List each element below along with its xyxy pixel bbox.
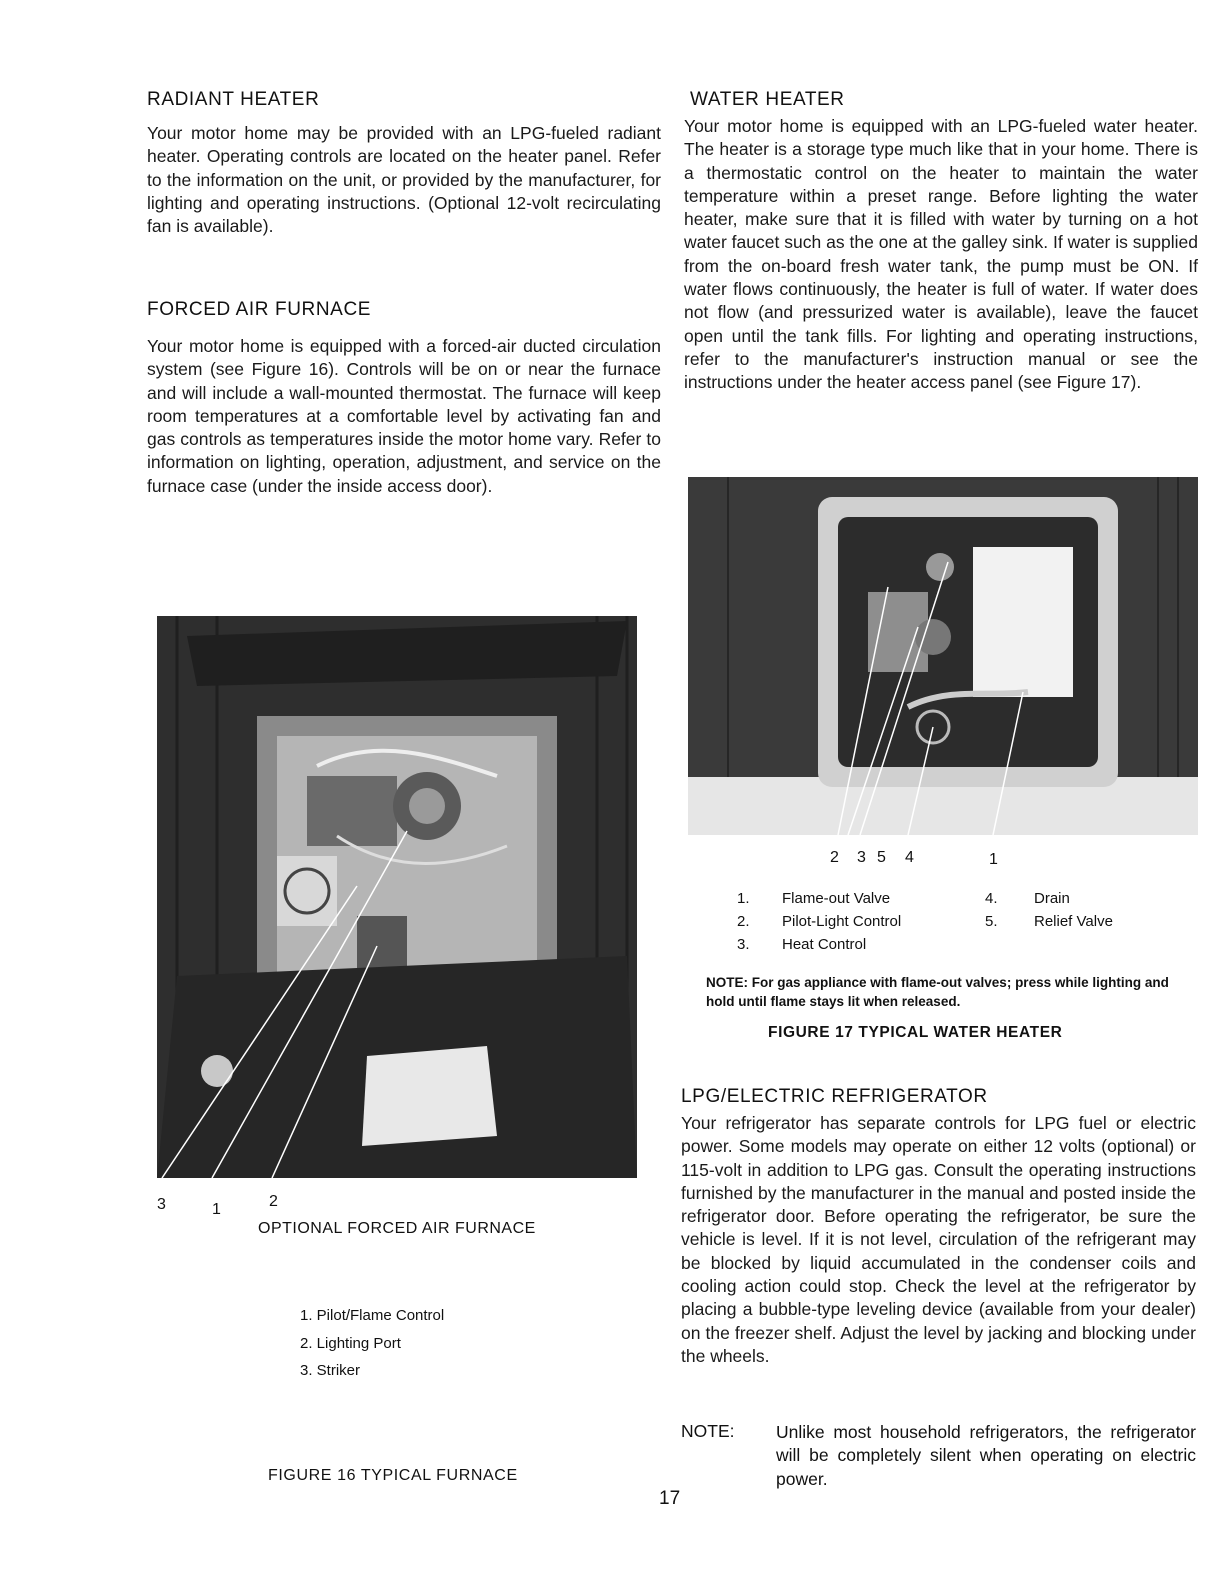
fig16-legend-item: 2. Lighting Port <box>300 1335 401 1352</box>
fig17-legend-num: 3. <box>737 936 750 953</box>
figure-16-caption: FIGURE 16 TYPICAL FURNACE <box>268 1467 518 1484</box>
fig17-legend-num: 2. <box>737 913 750 930</box>
fig17-callout-4: 4 <box>905 849 914 866</box>
radiant-heater-heading: RADIANT HEATER <box>147 89 320 110</box>
water-heater-text: Your motor home is equipped with an LPG-fueled water heater. The heater is a storage type much like that in your home. There is a thermostatic control on the heater to maintain the water temperature within a preset range. Before lighting the water heater, make sure that it is filled with water by turning on a hot water faucet such as the one at the galley sink. If water is supplied from the on-board fresh water tank, the pump must be ON. If water flows continuously, the heater is full of water. If water does not flow (and pressurized water is available), leave the faucet open until the tank fills. For lighting and operating instructions, refer to the manufacturer's instruction manual or see the instructions under the heater access panel (see Figure 17). <box>684 116 1198 393</box>
fig17-legend-num: 4. <box>985 890 998 907</box>
fig16-legend-item: 1. Pilot/Flame Control <box>300 1307 445 1324</box>
fig17-legend-num: 5. <box>985 913 998 930</box>
water-heater-heading: WATER HEATER <box>690 89 845 110</box>
furnace-photo <box>157 616 637 1178</box>
fig17-legend-label: Flame-out Valve <box>782 890 891 907</box>
page-number: 17 <box>659 1488 681 1509</box>
refrigerator-text: Your refrigerator has separate controls for LPG fuel or electric power. Some models may operate on either 12 volts (optional) or 115-volt in addition to LPG gas. Consult the operating instructions furnished by the manufacturer in the manual and posted inside the refrigerator door. Before operating the refrigerator, be sure the vehicle is level. If it is not level, circulation of the refrigerant may be blocked by liquid accumulated in the condenser coils and cooling action could stop. Check the level at the refrigerator by placing a bubble-type leveling device (available from your dealer) on the freezer shelf. Adjust the level by jacking and blocking under the wheels. <box>681 1113 1196 1366</box>
forced-air-furnace-text: Your motor home is equipped with a forced-air ducted circulation system (see Figure 16). Controls will be on or near the furnace and will include a wall-mounted thermostat. The furnace will keep room temperatures at a comfortable level by activating fan and gas controls as temperatures inside the motor home vary. Refer to information on lighting, operation, adjustment, and service on the furnace case (under the inside access door). <box>147 336 661 496</box>
figure-17-caption: FIGURE 17 TYPICAL WATER HEATER <box>768 1024 1063 1041</box>
fig16-legend-item: 3. Striker <box>300 1362 361 1379</box>
refrigerator-note-label: NOTE: <box>681 1421 735 1441</box>
fig17-callout-5: 5 <box>877 849 886 866</box>
fig17-legend-label: Drain <box>1034 890 1070 907</box>
fig16-callout-2: 2 <box>269 1193 278 1210</box>
water-heater-photo <box>688 477 1198 835</box>
fig17-callout-2: 2 <box>830 849 839 866</box>
fig17-callout-1: 1 <box>989 851 998 868</box>
radiant-heater-text: Your motor home may be provided with an LPG-fueled radiant heater. Operating controls are located on the heater panel. Refer to the information on the unit, or provided by the manufacturer, for lighting and operating instructions. (Optional 12-volt recirculating fan is available). <box>147 123 661 237</box>
forced-air-furnace-heading: FORCED AIR FURNACE <box>147 299 372 320</box>
fig17-legend-num: 1. <box>737 890 750 907</box>
fig17-legend-label: Pilot-Light Control <box>782 913 902 930</box>
fig17-callout-3: 3 <box>857 849 866 866</box>
fig16-subcaption: OPTIONAL FORCED AIR FURNACE <box>258 1220 536 1237</box>
refrigerator-heading: LPG/ELECTRIC REFRIGERATOR <box>681 1086 988 1107</box>
fig17-legend-label: Heat Control <box>782 936 867 953</box>
refrigerator-note-text: Unlike most household refrigerators, the refrigerator will be completely silent when operating on electric power. <box>776 1422 1196 1489</box>
fig16-callout-1: 1 <box>212 1201 221 1218</box>
fig17-legend-label: Relief Valve <box>1034 913 1113 930</box>
fig16-callout-3: 3 <box>157 1196 166 1213</box>
fig17-flame-out-note: NOTE: For gas appliance with flame-out valves; press while lighting and hold until flame stays lit when released. <box>706 975 1169 1009</box>
